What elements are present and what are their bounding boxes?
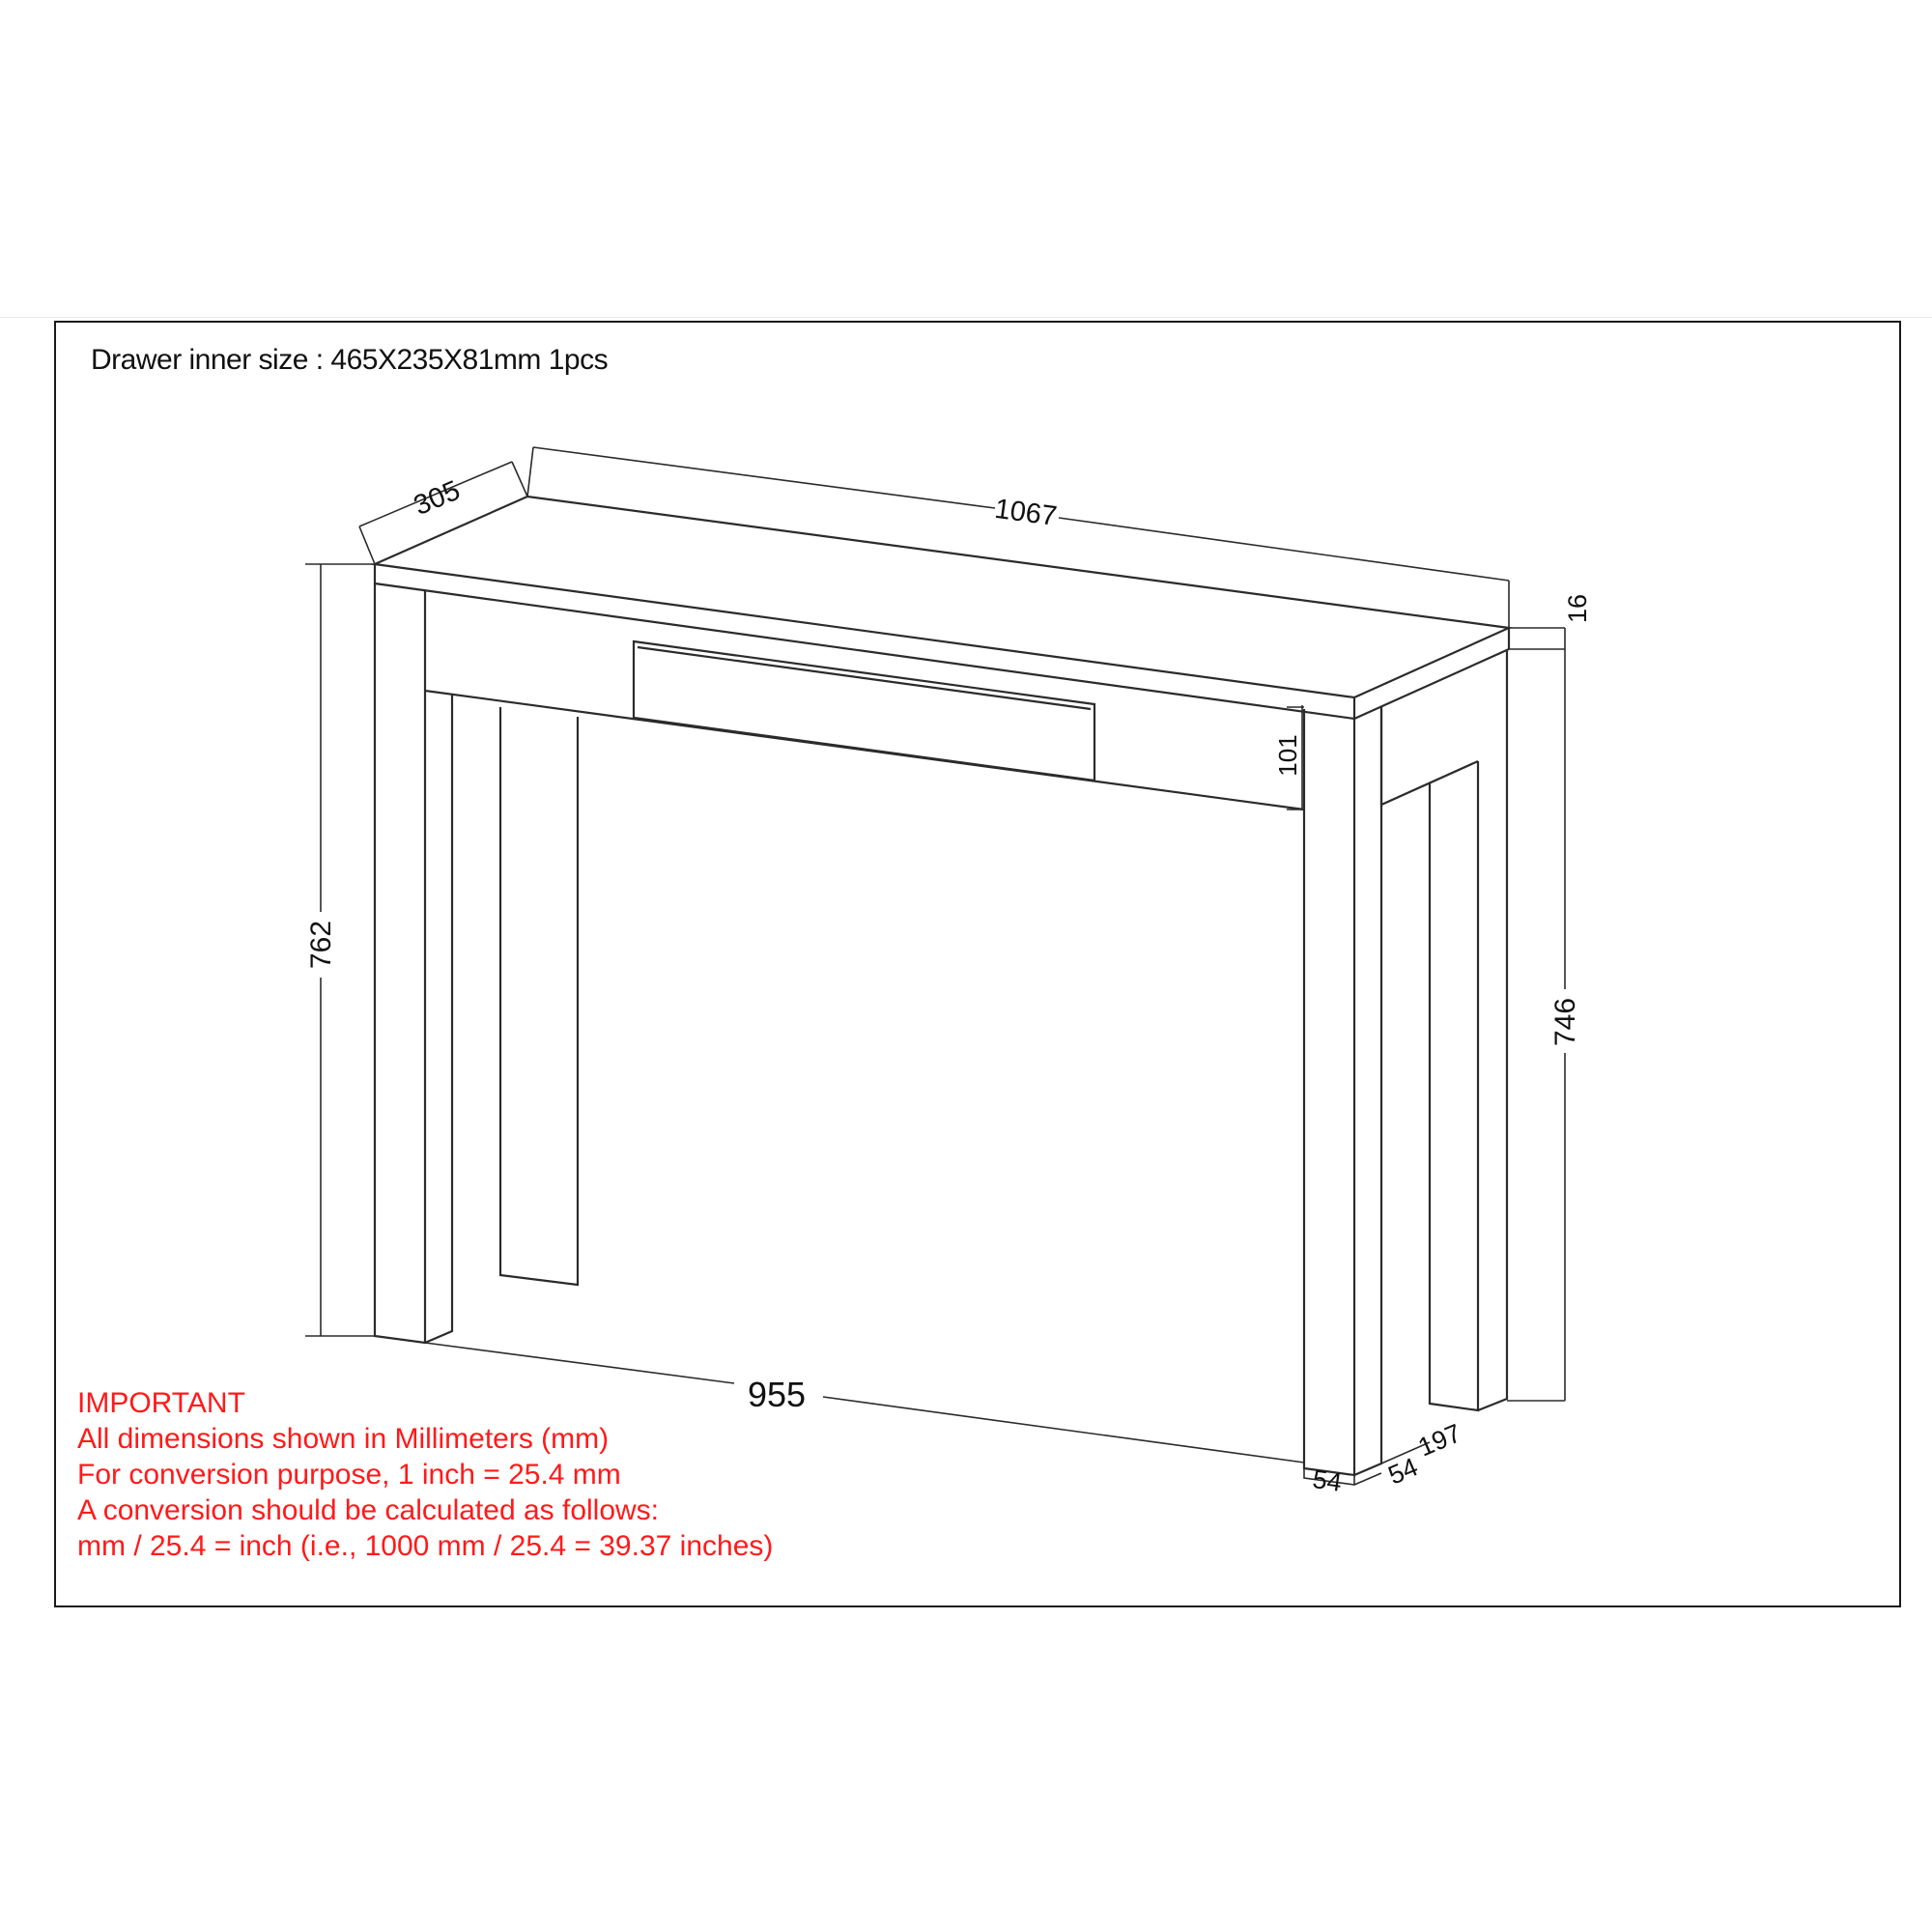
- right-front-leg-side: [1354, 707, 1381, 1475]
- drawer-inner-line: [638, 647, 1091, 709]
- dim-label-total-height: 762: [305, 920, 337, 970]
- dim-width-line-b: [1059, 518, 1509, 581]
- important-notes: [77, 1385, 773, 1564]
- dim-label-depth: 305: [409, 474, 465, 523]
- dim-width-line-a: [533, 447, 995, 508]
- right-front-leg-front: [1304, 709, 1354, 1475]
- dim-label-top-thickness: 16: [1563, 593, 1592, 624]
- left-front-leg-side: [425, 694, 452, 1343]
- dim-label-leg-front: 54: [1310, 1464, 1344, 1497]
- notes-line-4: mm / 25.4 = inch (i.e., 1000 mm / 25.4 = 39.37 inches): [77, 1530, 774, 1562]
- dim-inner-width-b: [823, 1397, 1304, 1463]
- tabletop-right-edge: [1354, 649, 1509, 719]
- dim-label-side-gap: 197: [1413, 1418, 1465, 1463]
- drawer-inner-size-note: Drawer inner size : 465X235X81mm 1pcs: [91, 344, 609, 376]
- dim-label-inner-width: 955: [747, 1375, 807, 1414]
- dim-label-width: 1067: [992, 493, 1059, 533]
- dim-inner-width-a: [425, 1343, 734, 1383]
- dim-label-leg-side: 54: [1383, 1452, 1423, 1491]
- left-back-leg: [500, 707, 578, 1285]
- notes-line-3: A conversion should be calculated as follows:: [77, 1494, 660, 1526]
- left-front-leg-front: [375, 583, 425, 1343]
- dim-label-apron-height: 101: [1273, 734, 1302, 777]
- notes-line-1: All dimensions shown in Millimeters (mm): [77, 1423, 610, 1455]
- notes-line-2: For conversion purpose, 1 inch = 25.4 mm: [77, 1459, 621, 1491]
- dim-label-leg-height: 746: [1549, 997, 1581, 1047]
- right-back-leg-side: [1478, 651, 1507, 1410]
- notes-title: IMPORTANT: [77, 1387, 245, 1419]
- tabletop-surface: [375, 497, 1509, 697]
- dim-leg-side: [1354, 1473, 1381, 1485]
- right-back-leg: [1430, 761, 1478, 1410]
- drawer-front: [634, 641, 1094, 781]
